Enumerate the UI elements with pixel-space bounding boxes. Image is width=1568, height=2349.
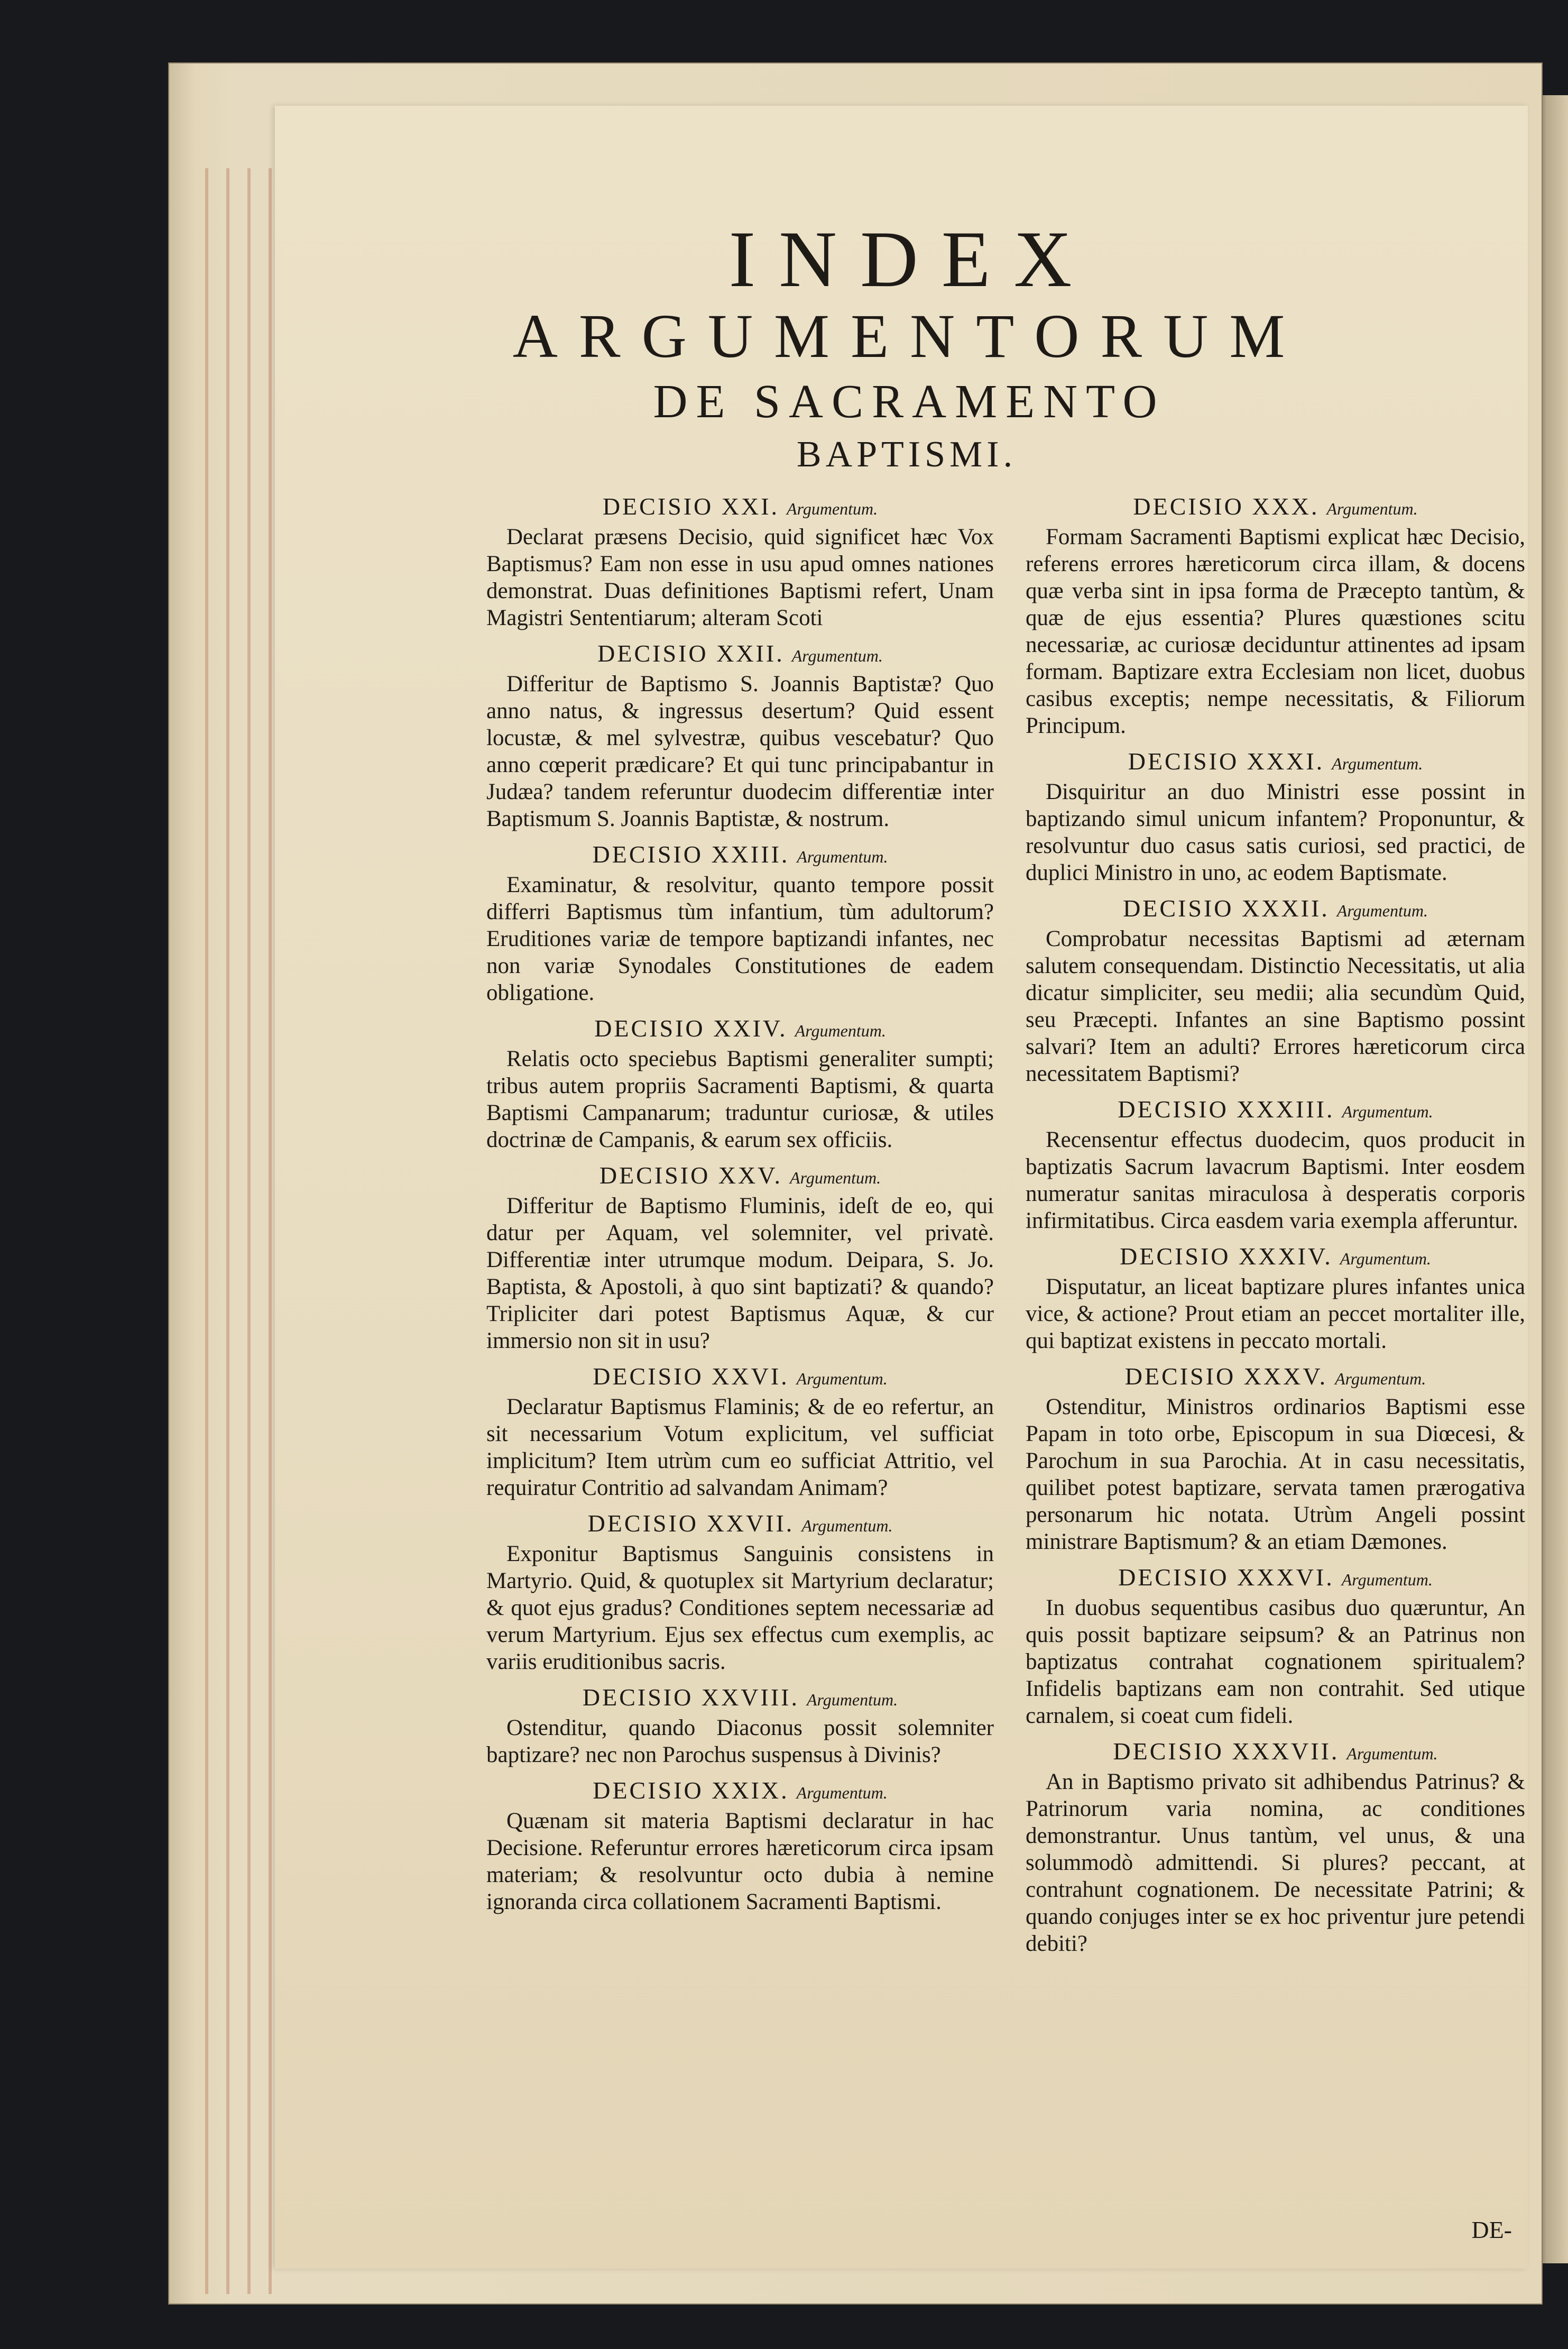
decisio-heading <box>486 840 994 871</box>
argumentum-label: Argumentum. <box>806 1690 898 1709</box>
decisio-summary: Ostenditur, Ministros ordinarios Baptismi esse Papam in toto orbe, Episcopum in sua Diœcesi, & Parochum in sua Parochia. At in casu necessitatis, quilibet potest baptizare, servata tamen prærogativa personarum hic notata. Utrùm Angeli possint ministrare Baptismum? & an etiam Dæmones. <box>1026 1394 1525 1554</box>
argumentum-label: Argumentum. <box>1346 1744 1438 1763</box>
left-column <box>486 492 994 1923</box>
index-entry <box>1026 1737 1525 1957</box>
index-entry <box>1026 1563 1525 1729</box>
decisio-heading <box>1026 1242 1525 1273</box>
decisio-summary: Recensentur effectus duodecim, quos producit in baptizatis Sacrum lavacrum Baptismi. Inter eosdem numeratur sanitas miraculosa à desperatis corporis infirmitatibus. Circa easdem varia exempla afferuntur. <box>1026 1127 1525 1233</box>
page-edge-line <box>205 168 208 2294</box>
argumentum-label: Argumentum. <box>1335 1369 1426 1388</box>
index-entry <box>1026 747 1525 886</box>
index-entry <box>486 1776 994 1915</box>
decisio-heading <box>486 1014 994 1045</box>
index-entry <box>486 1161 994 1354</box>
decisio-number: DECISIO XXIII. <box>592 841 790 868</box>
decisio-summary: Declarat præsens Decisio, quid significet hæc Vox Baptismus? Eam non esse in usu apud omnes nationes demonstrat. Duas definitiones Baptismi refert, Unam Magistri Sententiarum; alteram Scoti <box>486 525 994 630</box>
decisio-heading <box>1026 1737 1525 1768</box>
decisio-summary: Comprobatur necessitas Baptismi ad æternam salutem consequendam. Distinctio Necessitatis, ut alia dicatur simpliciter, seu medii; alia secundùm Quid, seu Præcepti. Infantes an sine Baptismo possint salvari? Item an adulti? Errores hæreticorum circa necessitatem Baptismi? <box>1026 926 1525 1086</box>
decisio-heading <box>486 1161 994 1192</box>
decisio-heading <box>1026 492 1525 524</box>
title-index: INDEX <box>728 215 1095 304</box>
argumentum-label: Argumentum. <box>790 1168 881 1187</box>
decisio-summary: Disquiritur an duo Ministri esse possint in baptizando simul unicum infantem? Proponuntur, & resolvuntur duo casus satis curiosi, sed practici, de duplici Ministro in uno, ac eodem Baptismate. <box>1026 779 1525 885</box>
page-edge-line <box>226 168 229 2294</box>
argumentum-label: Argumentum. <box>1336 901 1428 920</box>
decisio-number: DECISIO XXV. <box>599 1162 783 1189</box>
decisio-heading <box>1026 894 1525 925</box>
decisio-number: DECISIO XXVI. <box>593 1363 789 1390</box>
argumentum-label: Argumentum. <box>796 1369 888 1388</box>
index-entry <box>486 840 994 1006</box>
decisio-summary: Relatis octo speciebus Baptismi generaliter sumpti; tribus autem propriis Sacramenti Baptismi, & quarta Baptismi Campanarum; traduntur curiosæ, & utiles doctrinæ de Campanis, & earum sex officiis. <box>486 1047 994 1152</box>
index-entry <box>486 1362 994 1501</box>
index-entry <box>486 639 994 832</box>
decisio-number: DECISIO XXXI. <box>1128 748 1325 775</box>
decisio-number: DECISIO XXIX. <box>593 1777 789 1804</box>
decisio-number: DECISIO XXXVI. <box>1118 1564 1334 1591</box>
decisio-heading <box>486 1683 994 1714</box>
decisio-heading <box>1026 1362 1525 1393</box>
index-entry <box>1026 894 1525 1087</box>
index-entry <box>486 492 994 631</box>
decisio-summary: In duobus sequentibus casibus duo quæruntur, An quis possit baptizare seipsum? & an Patrinus non baptizatus contrahat cognationem spiritualem? Infidelis baptizans eam non contrahit. Sed utique carnalem, si coeat cum fideli. <box>1026 1595 1525 1728</box>
right-column <box>1026 492 1525 1965</box>
index-entry <box>1026 1362 1525 1555</box>
argumentum-label: Argumentum. <box>1341 1570 1433 1589</box>
decisio-heading <box>1026 747 1525 778</box>
decisio-number: DECISIO XXVIII. <box>582 1684 799 1711</box>
argumentum-label: Argumentum. <box>1340 1249 1431 1268</box>
decisio-heading <box>1026 1095 1525 1126</box>
catchword: DE- <box>1471 2216 1512 2243</box>
decisio-summary: Exponitur Baptismus Sanguinis consistens in Martyrio. Quid, & quotuplex sit Martyrium declaratur; & quot ejus gradus? Conditiones septem necessariæ ad verum Martyrium. Ejus sex effectus cum exemplis, ac variis eruditionibus sacris. <box>486 1541 994 1674</box>
decisio-heading <box>486 639 994 671</box>
decisio-summary: An in Baptismo privato sit adhibendus Patrinus? & Patrinorum varia nomina, ac conditiones demonstrantur. Unus tantùm, vel unus, & una solummodò admittendi. Si plures? peccant, at contrahunt cognationem. De necessitate Patrini; & quando conjuges inter se ex hoc priventur jure petendi debiti? <box>1026 1769 1525 1956</box>
decisio-heading <box>1026 1563 1525 1594</box>
decisio-summary: Ostenditur, quando Diaconus possit solemniter baptizare? nec non Parochus suspensus à Divinis? <box>486 1715 994 1767</box>
decisio-summary: Examinatur, & resolvitur, quanto tempore possit differri Baptismus tùm infantium, tùm adultorum? Eruditiones variæ de tempore baptizandi infantes, nec non variæ Synodales Constitutiones de eadem obligatione. <box>486 873 994 1005</box>
argumentum-label: Argumentum. <box>1342 1102 1433 1121</box>
argumentum-label: Argumentum. <box>795 1021 886 1040</box>
decisio-number: DECISIO XXI. <box>602 493 780 520</box>
decisio-summary: Disputatur, an liceat baptizare plures infantes unica vice, & actione? Prout etiam an peccet mortaliter ille, qui baptizat existens in peccato mortali. <box>1026 1274 1525 1353</box>
decisio-number: DECISIO XXXV. <box>1124 1363 1328 1390</box>
index-entry <box>1026 1242 1525 1354</box>
decisio-number: DECISIO XXXIII. <box>1118 1096 1335 1123</box>
decisio-summary: Declaratur Baptismus Flaminis; & de eo refertur, an sit necessarium Votum explicitum, vel sufficiat implicitum? Item utrùm cum eo sufficiat Attritio, vel requiratur Contritio ad salvandam Animam? <box>486 1394 994 1500</box>
index-entry <box>486 1014 994 1153</box>
decisio-number: DECISIO XXIV. <box>594 1015 788 1042</box>
argumentum-label: Argumentum. <box>801 1516 893 1535</box>
index-entry <box>1026 492 1525 739</box>
document-page <box>275 106 1528 2269</box>
decisio-summary: Differitur de Baptismo S. Joannis Baptistæ? Quo anno natus, & ingressus desertum? Quid essent locustæ, & mel sylvestræ, quibus vescebatur? Quo anno cœperit prædicare? Et qui tunc principabantur in Judæa? tandem referuntur duodecim differentiæ inter Baptismum S. Joannis Baptistæ, & nostrum. <box>486 672 994 831</box>
decisio-heading <box>486 492 994 524</box>
decisio-number: DECISIO XXXVII. <box>1113 1738 1340 1765</box>
page-edge-line <box>247 168 251 2294</box>
decisio-heading <box>486 1362 994 1393</box>
argumentum-label: Argumentum. <box>791 646 883 665</box>
argumentum-label: Argumentum. <box>797 847 888 866</box>
index-entry <box>486 1683 994 1768</box>
decisio-number: DECISIO XXII. <box>597 640 785 667</box>
title-de-sacramento: DE SACRAMENTO <box>653 375 1166 428</box>
decisio-heading <box>486 1509 994 1540</box>
decisio-summary: Quænam sit materia Baptismi declaratur in hac Decisione. Referuntur errores hæreticorum circa ipsam materiam; & resolvuntur octo dubia à nemine ignoranda circa collationem Sacramenti Baptismi. <box>486 1809 994 1914</box>
argumentum-label: Argumentum. <box>1326 499 1418 518</box>
page-edge-line <box>269 168 272 2294</box>
decisio-number: DECISIO XXX. <box>1133 493 1320 520</box>
decisio-summary: Formam Sacramenti Baptismi explicat hæc Decisio, referens errores hæreticorum circa illam, & docens quæ verba sint in ipsa forma de Præcepto tantùm, & quæ de ejus essentia? Plures quæstiones scitu necessariæ, ac curiosæ deciduntur attinentes ad ipsam formam. Baptizare extra Ecclesiam non licet, duobus casibus exceptis; nempe necessitatis, & Filiorum Principum. <box>1026 525 1525 738</box>
argumentum-label: Argumentum. <box>787 499 878 518</box>
argumentum-label: Argumentum. <box>796 1783 888 1802</box>
decisio-summary: Differitur de Baptismo Fluminis, ideſt de eo, qui datur per Aquam, vel solemniter, vel privatè. Differentiæ inter utrumque modum. Deipara, S. Jo. Baptista, & Apostoli, à quo sint baptizati? & quando? Tripliciter dari potest Baptismus Aquæ, & cur immersio non sit in usu? <box>486 1194 994 1353</box>
decisio-number: DECISIO XXXIV. <box>1120 1243 1333 1270</box>
index-entry <box>1026 1095 1525 1234</box>
decisio-number: DECISIO XXXII. <box>1123 895 1330 922</box>
decisio-number: DECISIO XXVII. <box>587 1510 795 1537</box>
title-argumentorum: ARGUMENTORUM <box>512 301 1306 371</box>
title-baptismi: BAPTISMI. <box>796 434 1017 475</box>
decisio-heading <box>486 1776 994 1807</box>
index-entry <box>486 1509 994 1675</box>
argumentum-label: Argumentum. <box>1332 754 1423 773</box>
